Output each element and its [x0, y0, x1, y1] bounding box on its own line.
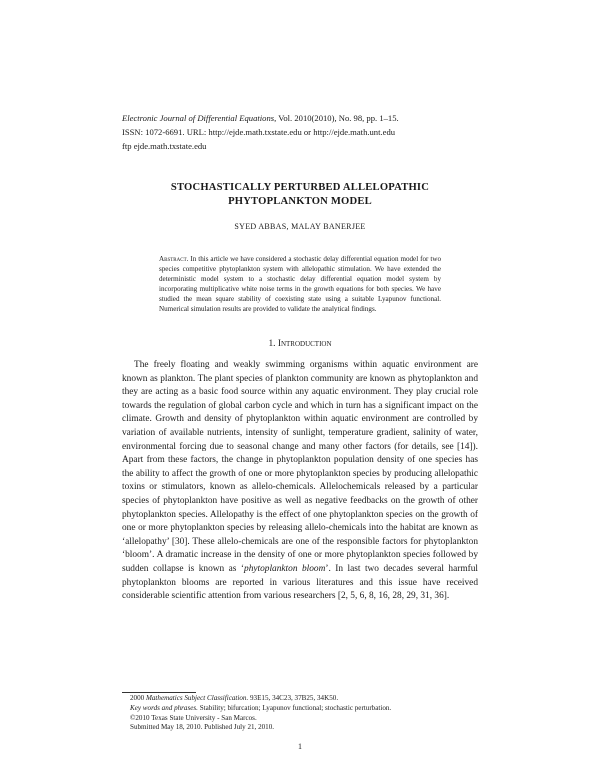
page-number: 1: [298, 742, 302, 751]
journal-header: [122, 111, 482, 153]
paper-title: [100, 181, 500, 209]
title-line-1: STOCHASTICALLY PERTURBED ALLELOPATHIC: [170, 182, 430, 193]
title-line-2: PHYTOPLANKTON MODEL: [228, 196, 372, 207]
journal-citation: , Vol. 2010(2010), No. 98, pp. 1–15.: [274, 113, 399, 123]
issn-line: ISSN: 1072-6691. URL: http://ejde.math.txstate.edu or http://ejde.math.unt.edu: [122, 127, 396, 137]
footnote-divider: [122, 692, 196, 693]
section-heading: [100, 339, 500, 349]
paragraph-text: The freely floating and weakly swimming organisms within aquatic environment are known as plankton. The plant species of plankton community are known as phytoplankton and they are acting as a basic food source within any aquatic environment. They play crucial role towards the regulation of global carbon cycle and which in turn has a significant impact on the climate. Growth and density of phytoplankton within aquatic environment are controlled by variation of available nutrients, intensity of sunlight, temperature gradient, salinity of water, environmental forcing due to seasonal change and many other factors (for details, see [14]). Apart from these factors, the change in phytoplankton population density of one species has the ability to affect the growth of one or more phytoplankton species by producing allelopathic toxins or stimulators, known as allelo-chemicals. Allelochemicals released by a particular species of phytoplankton have positive as well as negative feedbacks on the growth of other phytoplankton species. Allelopathy is the effect of one phytoplankton species on the growth of one or more phytoplankton species by releasing allelo-chemicals into the habitat are known as ‘allelopathy’ [30]. These allelo-chemicals are one of the responsible factors for phytoplankton ‘bloom’. A dramatic increase in the density of one or more phytoplankton species followed by sudden collapse is known as ‘: [122, 360, 478, 574]
footnotes: [122, 694, 482, 733]
abstract-label: Abstract.: [159, 255, 189, 263]
ftp-line: ftp ejde.math.txstate.edu: [122, 141, 207, 151]
msc-footnote: [122, 694, 482, 704]
keywords-footnote: [122, 704, 482, 714]
section-title: Introduction: [277, 339, 332, 349]
section-number: 1.: [268, 339, 278, 349]
italic-phrase: phytoplankton bloom: [244, 563, 326, 574]
msc-prefix: 2000: [130, 694, 146, 702]
submission-footnote: Submitted May 18, 2010. Published July 21, 2010.: [130, 723, 275, 732]
abstract: [159, 254, 441, 315]
journal-name: Electronic Journal of Differential Equations: [122, 113, 275, 123]
introduction-body: [122, 359, 478, 604]
msc-label: Mathematics Subject Classification.: [145, 694, 249, 702]
paragraph-end: ’. In last two decades several harmful phytoplankton blooms are reported in various literatures and this issue have received considerable scientific attention from various researchers [2, 5, 6, 8, 16, 28, 29, 31, 36].: [122, 563, 479, 602]
msc-value: 93E15, 34C23, 37B25, 34K50.: [248, 694, 339, 702]
copyright-footnote: ©2010 Texas State University - San Marcos.: [130, 713, 257, 722]
citation-line: [122, 111, 482, 125]
keywords-label: Key words and phrases.: [130, 703, 198, 712]
abstract-text: In this article we have considered a stochastic delay differential equation model for two species competitive phytoplankton system with allelopathic stimulation. We have extended the deterministic model system to a stochastic delay differential equation model system by incorporating multiplicative white noise terms in the growth equations for both species. We have studied the mean square stability of coexisting state using a suitable Lyapunov functional. Numerical simulation results are provided to validate the analytical findings.: [159, 255, 441, 314]
authors: SYED ABBAS, MALAY BANERJEE: [234, 222, 366, 231]
introduction-paragraph: [122, 359, 478, 604]
keywords-value: Stability; bifurcation; Lyapunov functional; stochastic perturbation.: [197, 703, 392, 712]
